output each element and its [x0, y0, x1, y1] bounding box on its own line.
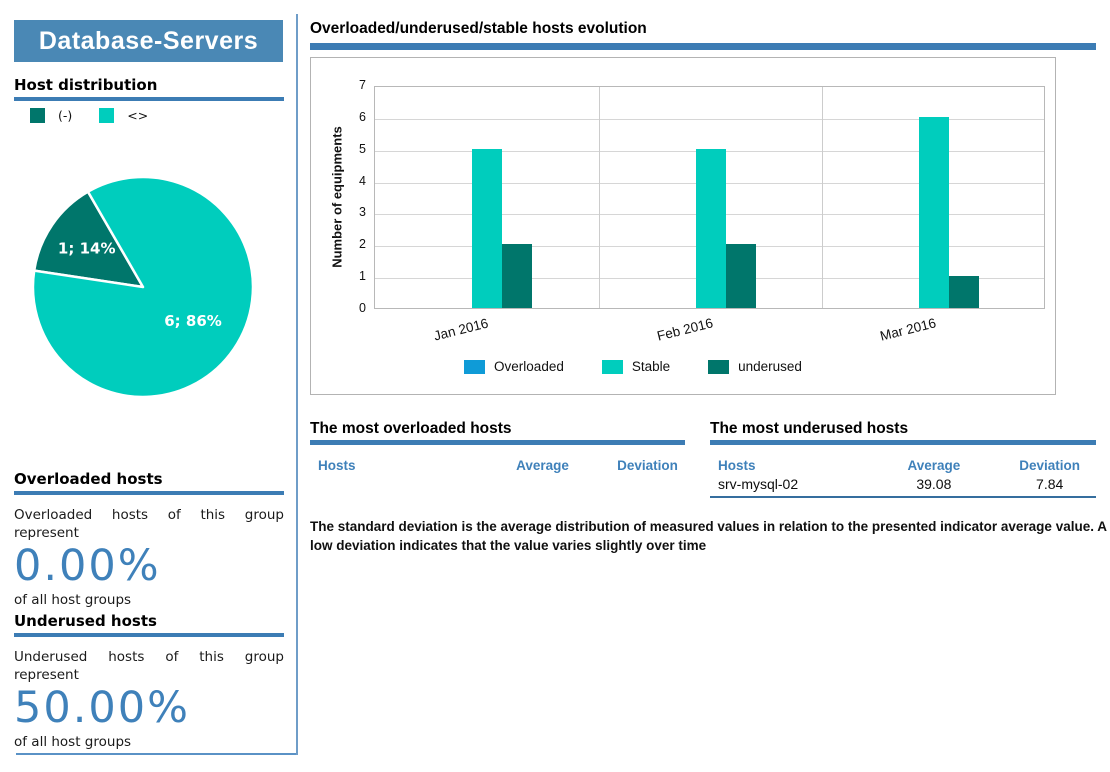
legend-label-stable: Stable: [631, 359, 671, 374]
bar-underused-feb-2016: [726, 244, 756, 308]
host-distribution-pie: [28, 172, 258, 402]
bar-stable-jan-2016: [472, 149, 502, 308]
y-tick-2: 2: [359, 237, 366, 252]
stable-swatch-icon: [99, 108, 114, 123]
column-header-hosts: Hosts: [718, 458, 756, 473]
overloaded-percentage: 0.00%: [14, 541, 161, 592]
stable-swatch-icon: [602, 360, 623, 374]
host-name-cell: srv-mysql-02: [718, 476, 799, 492]
deviation-cell: 7.84: [1036, 476, 1064, 492]
underused-hosts-table: [710, 420, 1096, 498]
underused-percentage: 50.00%: [14, 683, 190, 734]
underused-table-title: The most underused hosts: [710, 420, 1096, 445]
pie-slice-label: 1; 14%: [57, 239, 116, 258]
pie-legend-label-stable: <>: [127, 108, 149, 123]
y-axis-label: Number of equipments: [329, 126, 345, 268]
column-header-deviation: Deviation: [1019, 458, 1081, 473]
overloaded-hosts-description: Overloaded hosts of this group represent: [14, 507, 284, 542]
underused-swatch-icon: [30, 108, 45, 123]
vertical-divider: [296, 14, 298, 755]
y-tick-4: 4: [359, 173, 366, 188]
overloaded-table-header-row: [310, 458, 685, 473]
column-header-deviation: Deviation: [617, 458, 678, 473]
y-tick-6: 6: [359, 109, 366, 124]
bar-underused-jan-2016: [502, 244, 532, 308]
column-header-average: Average: [516, 458, 569, 473]
legend-label-underused: underused: [738, 359, 802, 374]
underused-table-header-row: [710, 458, 1096, 473]
underused-swatch-icon: [708, 360, 729, 374]
overloaded-hosts-section: [14, 470, 284, 608]
evolution-chart-heading: Overloaded/underused/stable hosts evolution: [310, 20, 647, 37]
y-tick-7: 7: [359, 78, 366, 92]
underused-hosts-heading: Underused hosts: [14, 612, 284, 637]
x-tick-feb-2016: Feb 2016: [655, 315, 714, 344]
group-title: [14, 20, 283, 62]
overloaded-swatch-icon: [464, 360, 485, 374]
plot-area: [374, 86, 1045, 309]
standard-deviation-note: The standard deviation is the average distribution of measured values in relation to the presented indicator average value. A low deviation indicates that the value varies slightly over time: [310, 519, 1107, 553]
x-tick-mar-2016: Mar 2016: [878, 315, 938, 344]
average-cell: 39.08: [916, 476, 952, 492]
legend-item-stable: [602, 359, 670, 374]
v-gridline: [599, 87, 600, 308]
bar-underused-mar-2016: [949, 276, 979, 308]
y-tick-1: 1: [359, 269, 366, 284]
evolution-chart-heading-rule: [310, 43, 1096, 50]
bar-stable-mar-2016: [919, 117, 949, 308]
pie-chart-svg: [28, 172, 258, 402]
underused-percentage-suffix: of all host groups: [14, 733, 132, 750]
pie-legend: [30, 108, 162, 123]
left-panel-bottom-rule: [16, 753, 297, 755]
overloaded-table-title: The most overloaded hosts: [310, 420, 685, 445]
host-distribution-heading: Host distribution: [14, 76, 284, 101]
y-tick-0: 0: [359, 301, 366, 315]
y-tick-3: 3: [359, 205, 366, 220]
legend-label-overloaded: Overloaded: [494, 359, 564, 374]
overloaded-hosts-heading: Overloaded hosts: [14, 470, 284, 495]
underused-hosts-description: Underused hosts of this group represent: [14, 649, 284, 684]
evolution-bar-chart: [310, 57, 1056, 395]
bar-stable-feb-2016: [696, 149, 726, 308]
x-tick-jan-2016: Jan 2016: [432, 315, 490, 344]
column-header-average: Average: [907, 458, 961, 473]
host-distribution-section: [14, 76, 284, 101]
legend-item-underused: [708, 359, 802, 374]
v-gridline: [822, 87, 823, 308]
overloaded-hosts-table: [310, 420, 685, 473]
bar-chart-legend: [261, 359, 1005, 374]
pie-legend-label-underused: (-): [58, 108, 73, 123]
group-title-label: Database-Servers: [38, 27, 259, 55]
pie-slice-label: 6; 86%: [164, 312, 222, 331]
y-tick-5: 5: [359, 141, 366, 156]
table-row: [710, 476, 1096, 498]
underused-hosts-section: [14, 612, 284, 750]
overloaded-percentage-suffix: of all host groups: [14, 591, 132, 608]
column-header-hosts: Hosts: [318, 458, 356, 473]
legend-item-overloaded: [464, 359, 564, 374]
evolution-chart-header: [310, 20, 1096, 50]
